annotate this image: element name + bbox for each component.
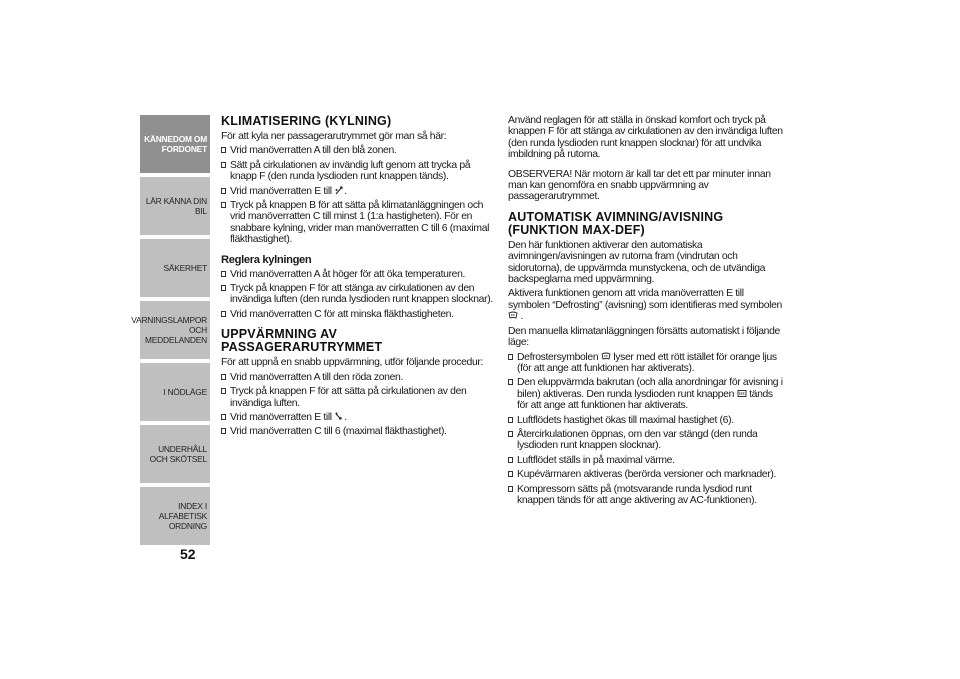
checkbox-bullet-icon	[221, 388, 226, 394]
list-item: Vrid manöverratten A till den blå zonen.	[221, 145, 497, 156]
list-item: Den eluppvärmda bakrutan (och alla anordningar för avisning i bilen) aktiveras. Den runda lysdioden runt knappen tänds för att ange att funktionen har aktiverats.	[508, 377, 784, 411]
subsection-title-reglera-kylningen: Reglera kylningen	[221, 253, 312, 266]
checkbox-bullet-icon	[508, 471, 513, 477]
bullet-list	[508, 352, 784, 507]
list-item: Sätt på cirkulationen av invändig luft genom att trycka på knapp F (den runda lysdioden runt knappen tänds).	[221, 160, 497, 183]
rear-window-heater-icon	[737, 389, 747, 398]
checkbox-bullet-icon	[221, 285, 226, 291]
list-item: Vrid manöverratten C för att minska fläkthastigheten.	[221, 309, 497, 320]
tab-index[interactable]: INDEX I ALFABETISK ORDNING	[140, 487, 210, 547]
list-item: Vrid manöverratten E till .	[221, 186, 497, 197]
checkbox-bullet-icon	[508, 354, 513, 360]
warning-paragraph: OBSERVERA! När motorn är kall tar det ett par minuter innan man kan genomföra en snabb uppvärmning av passagerarutrymmet.	[508, 168, 771, 203]
list-item: Vrid manöverratten C till 6 (maximal fläkthastighet).	[221, 426, 497, 437]
tab-sakerhet[interactable]: SÄKERHET	[140, 239, 210, 299]
checkbox-bullet-icon	[221, 414, 226, 420]
paragraph: För att uppnå en snabb uppvärmning, utför följande procedur:	[221, 357, 484, 369]
list-item: Vrid manöverratten E till .	[221, 412, 497, 423]
bullet-list	[221, 372, 497, 438]
tab-kannedom-om-fordonet[interactable]: KÄNNEDOM OM FORDONET	[140, 115, 210, 175]
page-number: 52	[180, 546, 196, 562]
left-column	[221, 115, 497, 441]
checkbox-bullet-icon	[221, 147, 226, 153]
list-item: Defrostersymbolen lyser med ett rött istället för orange ljus (för att ange att funktionen har aktiverats).	[508, 352, 784, 375]
tab-i-nodlage[interactable]: I NÖDLÄGE	[140, 363, 210, 423]
checkbox-bullet-icon	[221, 202, 226, 208]
section-title-klimatisering: KLIMATISERING (KYLNING)	[221, 114, 392, 128]
list-item: Tryck på knappen F för att stänga av cirkulationen av den invändiga luften (den runda lysdioden runt knappen slocknar).	[221, 283, 497, 306]
airflow-face-icon	[334, 186, 344, 195]
checkbox-bullet-icon	[221, 428, 226, 434]
tab-underhall-och-skotsel[interactable]: UNDERHÅLL OCH SKÖTSEL	[140, 425, 210, 485]
windshield-defrost-icon	[508, 311, 518, 320]
list-item: Tryck på knappen F för att sätta på cirkulationen av den invändiga luften.	[221, 386, 497, 409]
list-item: Kupévärmaren aktiveras (berörda versioner och marknader).	[508, 469, 784, 480]
bullet-list	[221, 269, 497, 321]
tab-varningslampor[interactable]: VARNINGSLAMPOR OCH MEDDELANDEN	[140, 301, 210, 361]
list-item: Vrid manöverratten A till den röda zonen.	[221, 372, 497, 383]
paragraph: Den här funktionen aktiverar den automatiska avimningen/avisningen av rutorna fram (vindrutan och sidorutorna), de uppvärmda munstyckena, och de utvändiga backspeglarna med uppvärmning.	[508, 239, 766, 286]
list-item: Återcirkulationen öppnas, om den var stängd (den runda lysdioden runt knappen slocknar).	[508, 429, 784, 452]
checkbox-bullet-icon	[508, 379, 513, 385]
checkbox-bullet-icon	[221, 188, 226, 194]
right-column	[508, 115, 784, 509]
list-item: Tryck på knappen B för att sätta på klimatanläggningen och vrid manöverratten C till minst 1 (1:a hastigheten). För en snabbare kylning, vrider man manöverratten C till 6 (maximal fläkthastighet).	[221, 200, 497, 246]
list-item: Vrid manöverratten A åt höger för att öka temperaturen.	[221, 269, 497, 280]
bullet-list	[221, 145, 497, 245]
section-title-max-def: AUTOMATISK AVIMNING/AVISNING (FUNKTION MAX-DEF)	[508, 209, 724, 237]
list-item: Kompressorn sätts på (motsvarande runda lysdiod runt knappen tänds för att ange aktivering av AC-funktionen).	[508, 484, 784, 507]
airflow-feet-icon	[334, 412, 344, 421]
checkbox-bullet-icon	[508, 486, 513, 492]
checkbox-bullet-icon	[221, 311, 226, 317]
windshield-defrost-icon	[601, 352, 611, 361]
checkbox-bullet-icon	[221, 162, 226, 168]
checkbox-bullet-icon	[508, 417, 513, 423]
list-item: Luftflödet ställs in på maximal värme.	[508, 455, 784, 466]
checkbox-bullet-icon	[508, 457, 513, 463]
checkbox-bullet-icon	[508, 431, 513, 437]
tab-lar-kanna-din-bil[interactable]: LÄR KÄNNA DIN BIL	[140, 177, 210, 237]
section-title-uppvarmning: UPPVÄRMNING AV PASSAGERARUTRYMMET	[221, 327, 383, 355]
list-item: Luftflödets hastighet ökas till maximal hastighet (6).	[508, 415, 784, 426]
paragraph: Aktivera funktionen genom att vrida manöverratten E till symbolen “Defrosting” (avisning) som identifieras med symbolen .	[508, 288, 782, 323]
paragraph: Den manuella klimatanläggningen försätts automatiskt i följande läge:	[508, 325, 780, 349]
paragraph: Använd reglagen för att ställa in önskad komfort och tryck på knappen F för att stänga av cirkulationen av den invändiga luften (den runda lysdioden runt knappen slocknar) för att undvika imbildning på rutorna.	[508, 115, 783, 161]
paragraph: För att kyla ner passagerarutrymmet gör man så här:	[221, 131, 447, 142]
checkbox-bullet-icon	[221, 271, 226, 277]
checkbox-bullet-icon	[221, 374, 226, 380]
